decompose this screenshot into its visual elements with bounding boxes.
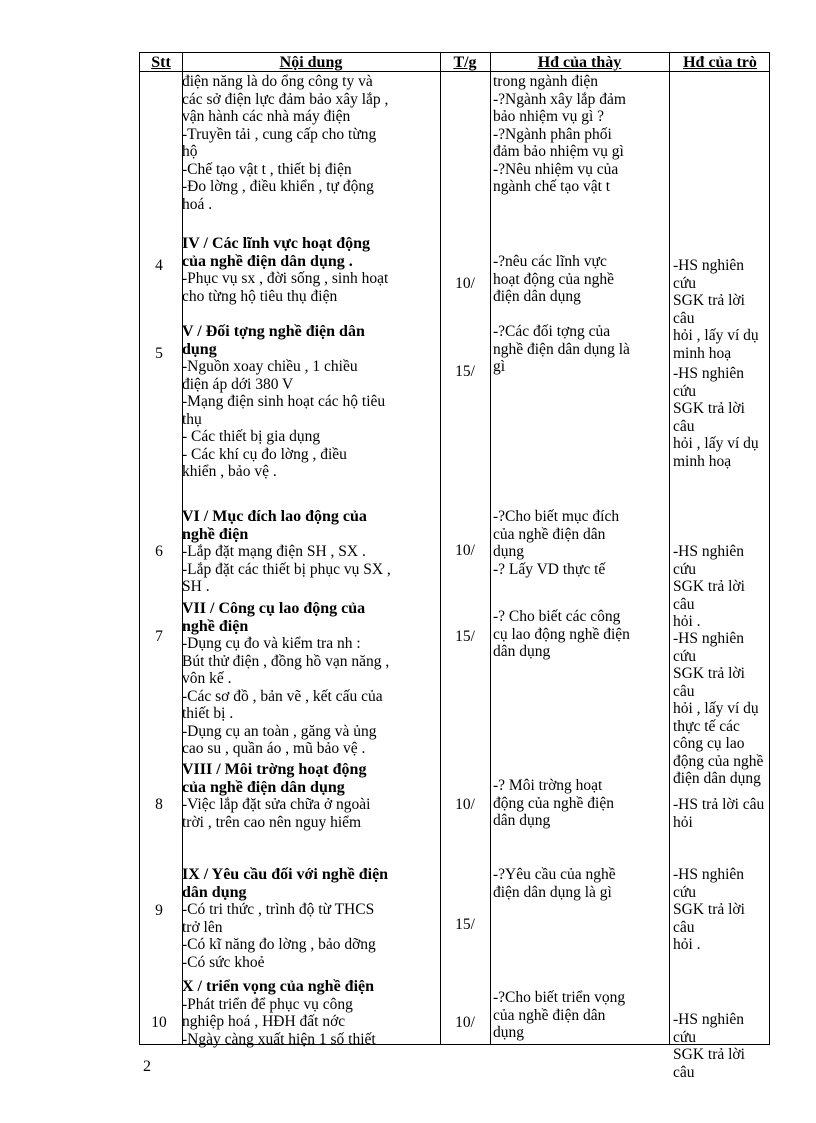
teacher-line: hoạt động của nghề — [493, 270, 614, 288]
header-thay: Hđ của thày — [537, 54, 622, 71]
teacher-line: -?Cho biết triển vọng — [493, 989, 626, 1006]
content-cell — [182, 978, 436, 1048]
teacher-line: đảm bảo nhiệm vụ gì — [493, 143, 624, 160]
section-title: VII / Công cụ lao động của — [182, 600, 366, 617]
content-line: vôn kế . — [182, 670, 232, 687]
content-line: -Ngày càng xuất hiện 1 số thiết — [182, 1030, 376, 1048]
content-line: -Dụng cụ an toàn , găng và ủng — [182, 722, 377, 740]
student-line: hỏi , lấy ví dụ — [673, 435, 759, 452]
student-line: thực tế các — [673, 717, 740, 735]
time-cell: 15/ — [455, 628, 475, 645]
student-line: hỏi — [673, 813, 693, 831]
content-line: -Phục vụ sx , đời sống , sinh hoạt — [182, 270, 389, 287]
row-number: 7 — [155, 628, 163, 645]
teacher-cell — [493, 508, 663, 578]
student-line: -HS nghiên cứu — [673, 543, 745, 578]
content-line: điện năng là do ổng công ty và — [182, 73, 373, 90]
teacher-line: ngành chế tạo vật t — [493, 178, 611, 195]
student-line: -HS trả lời câu — [673, 796, 765, 813]
student-line: hỏi , lấy ví dụ — [673, 327, 759, 344]
student-line: SGK trả lời câu — [673, 665, 745, 700]
header-divider — [140, 71, 769, 72]
teacher-line: nghề điện dân dụng là — [493, 340, 630, 358]
teacher-line: dân dụng — [493, 643, 551, 660]
student-cell — [673, 1011, 768, 1081]
teacher-line: -?Ngành xây lắp đảm — [493, 90, 626, 108]
content-line: -Có sức khoẻ — [182, 953, 265, 971]
student-cell — [673, 630, 768, 788]
student-line: SGK trả lời câu — [673, 292, 745, 327]
teacher-line: -?Cho biết mục đích — [493, 508, 620, 525]
header-stt: Stt — [151, 54, 171, 71]
lesson-table — [139, 52, 770, 1081]
content-line: -Dụng cụ đo và kiểm tra nh : — [182, 635, 361, 652]
time-cell: 10/ — [455, 275, 475, 292]
content-line: -Nguồn xoay chiều , 1 chiều — [182, 358, 358, 375]
teacher-line: điện dân dụng là gì — [493, 883, 612, 901]
row-number: 8 — [155, 796, 163, 813]
header-noidung: Nội dung — [279, 54, 343, 71]
teacher-cell — [493, 777, 663, 830]
section-title: dân dụng — [182, 883, 247, 901]
student-line: -HS nghiên cứu — [673, 1011, 745, 1046]
section-title: của nghề điện dân dụng — [182, 778, 345, 796]
content-line: -Lắp đặt các thiết bị phục vụ SX , — [182, 560, 391, 578]
content-line: khiển , bảo vệ . — [182, 463, 277, 480]
student-line: -HS nghiên cứu — [673, 257, 745, 292]
student-line: -HS nghiên cứu — [673, 630, 745, 665]
section-title: VIII / Môi trờng hoạt động — [182, 761, 367, 778]
content-cell — [182, 235, 436, 305]
content-line: hoá . — [182, 195, 213, 213]
student-line: điện dân dụng — [673, 770, 761, 787]
teacher-line: -?Ngành phân phối — [493, 125, 612, 143]
student-line: SGK trả lời câu — [673, 1046, 745, 1081]
teacher-line: -?Các đối tợng của — [493, 323, 611, 340]
teacher-line: -?Nêu nhiệm vụ của — [493, 160, 619, 178]
content-line: Bút thử điện , đồng hồ vạn năng , — [182, 652, 390, 670]
teacher-line: -? Lấy VD thực tế — [493, 560, 606, 578]
section-title: nghề điện — [182, 525, 249, 543]
content-line: -Phát triển để phục vụ công — [182, 995, 353, 1013]
teacher-line: -?Yêu cầu của nghề — [493, 866, 616, 883]
teacher-cell — [493, 73, 663, 196]
content-line: -Đo lờng , điều khiển , tự động — [182, 178, 374, 195]
content-line: - Các khí cụ đo lờng , điều — [182, 445, 347, 463]
time-cell: 10/ — [455, 1014, 475, 1031]
student-line: hỏi , lấy ví dụ — [673, 700, 759, 717]
content-line: - Các thiết bị gia dụng — [182, 428, 321, 445]
row-number: 10 — [151, 1014, 167, 1031]
teacher-cell — [493, 253, 663, 306]
teacher-line: động của nghề điện — [493, 794, 614, 812]
column-divider — [490, 53, 491, 1044]
student-cell — [673, 365, 768, 470]
content-line: -Có tri thức , trình độ từ THCS — [182, 901, 375, 918]
section-title: X / triển vọng của nghề điện — [182, 978, 375, 995]
section-title: VI / Mục đích lao động của — [182, 508, 367, 525]
teacher-line: của nghề điện dân — [493, 525, 606, 543]
section-title: dụng — [182, 340, 217, 358]
column-divider — [669, 53, 670, 1044]
content-line: vận hành các nhà máy điện — [182, 108, 351, 125]
content-line: thiết bị . — [182, 705, 234, 722]
student-line: động của nghề — [673, 752, 764, 770]
content-line: trời , trên cao nên nguy hiểm — [182, 813, 362, 831]
row-number: 9 — [155, 902, 163, 919]
student-line: SGK trả lời câu — [673, 578, 745, 613]
student-cell — [673, 796, 768, 831]
teacher-cell — [493, 989, 663, 1042]
content-line: -Truyền tải , cung cấp cho từng — [182, 125, 377, 143]
content-line: -Việc lắp đặt sửa chữa ở ngoài — [182, 796, 371, 813]
student-line: minh hoạ — [673, 452, 732, 470]
content-line: -Lắp đặt mạng điện SH , SX . — [182, 543, 366, 560]
header-tro: Hđ của trò — [683, 54, 757, 71]
content-line: -Mạng điện sinh hoạt các hộ tiêu — [182, 393, 386, 410]
student-cell — [673, 866, 768, 954]
teacher-line: gì — [493, 358, 506, 375]
teacher-line: bảo nhiệm vụ gì ? — [493, 108, 605, 125]
content-cell — [182, 600, 436, 758]
student-line: công cụ lao — [673, 735, 745, 752]
content-line: trở lên — [182, 918, 223, 936]
teacher-cell — [493, 323, 663, 376]
content-line: thụ — [182, 410, 202, 428]
teacher-line: dụng — [493, 1024, 524, 1041]
content-line: nghiệp hoá , HĐH đất nớc — [182, 1013, 346, 1030]
student-cell — [673, 543, 768, 631]
student-cell — [673, 257, 768, 362]
student-line: minh hoạ — [673, 344, 732, 362]
teacher-cell — [493, 866, 663, 901]
content-cell — [182, 73, 436, 213]
time-cell: 15/ — [455, 916, 475, 933]
row-number: 6 — [155, 543, 163, 560]
content-line: cho từng hộ tiêu thụ điện — [182, 287, 338, 305]
time-cell: 10/ — [455, 796, 475, 813]
content-line: SH . — [182, 578, 210, 595]
header-tg: T/g — [453, 54, 477, 71]
student-line: SGK trả lời câu — [673, 901, 745, 936]
student-line: hỏi . — [673, 613, 701, 630]
content-line: -Chế tạo vật t , thiết bị điện — [182, 160, 352, 178]
content-line: điện áp dới 380 V — [182, 375, 294, 393]
teacher-cell — [493, 608, 663, 661]
student-line: -HS nghiên cứu — [673, 866, 745, 901]
teacher-line: -? Cho biết các công — [493, 608, 621, 625]
section-title: V / Đối tợng nghề điện dân — [182, 323, 365, 340]
content-line: các sở điện lực đảm bảo xây lắp , — [182, 90, 389, 108]
content-cell — [182, 508, 436, 596]
teacher-line: điện dân dụng — [493, 288, 581, 305]
teacher-line: -?nêu các lĩnh vực — [493, 253, 607, 270]
content-line: -Các sơ đồ , bản vẽ , kết cấu của — [182, 687, 383, 705]
section-title: nghề điện — [182, 617, 249, 635]
row-number: 4 — [155, 257, 163, 274]
student-line: hỏi . — [673, 936, 701, 953]
section-title: IX / Yêu cầu đối với nghề điện — [182, 866, 389, 883]
time-cell: 15/ — [455, 363, 475, 380]
content-cell — [182, 761, 436, 831]
content-cell — [182, 323, 436, 481]
teacher-line: -? Môi trờng hoạt — [493, 777, 603, 794]
content-cell — [182, 866, 436, 971]
section-title: IV / Các lĩnh vực hoạt động — [182, 235, 371, 252]
teacher-line: của nghề điện dân — [493, 1006, 606, 1024]
teacher-line: dân dụng — [493, 812, 551, 829]
teacher-line: cụ lao động nghề điện — [493, 625, 630, 643]
content-line: hộ — [182, 143, 198, 160]
section-title: của nghề điện dân dụng . — [182, 252, 353, 270]
time-cell: 10/ — [455, 542, 475, 559]
student-line: -HS nghiên cứu — [673, 365, 745, 400]
student-line: SGK trả lời câu — [673, 400, 745, 435]
row-number: 5 — [155, 345, 163, 362]
teacher-line: trong ngành điện — [493, 73, 599, 90]
page-number: 2 — [143, 1058, 151, 1075]
teacher-line: dụng — [493, 543, 524, 560]
content-line: cao su , quần áo , mũ bảo vệ . — [182, 740, 366, 757]
content-line: -Có kĩ năng đo lờng , bảo dỡng — [182, 936, 376, 953]
